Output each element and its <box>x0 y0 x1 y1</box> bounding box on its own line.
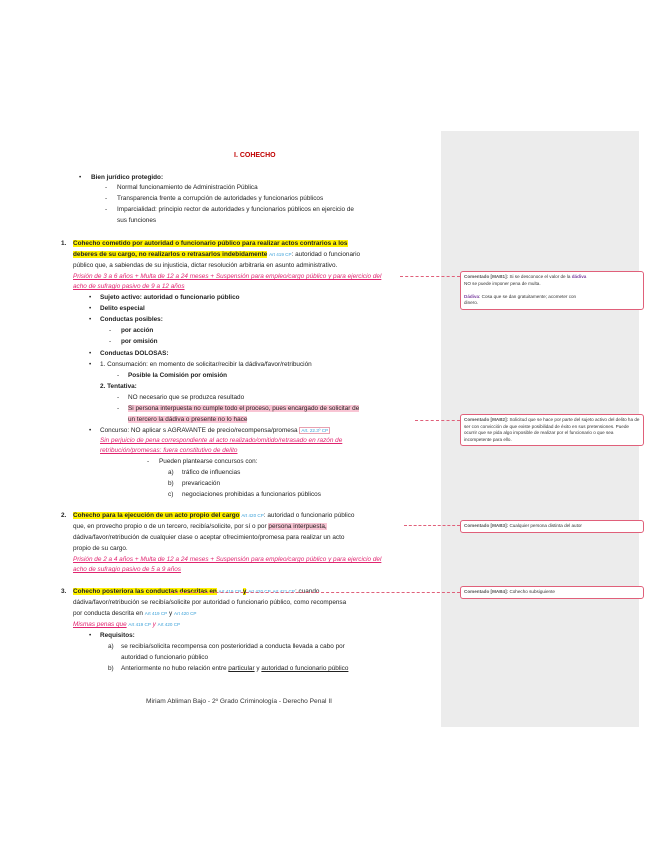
paragraph: propio de su cargo. <box>73 545 128 552</box>
list-item: tráfico de influencias <box>182 469 241 476</box>
list-item: se recibía/solicita recompensa con posterioridad a conducta llevada a cabo por <box>121 643 345 650</box>
list-item: NO necesario que se produzca resultado <box>128 394 245 401</box>
list-item: por omisión <box>121 338 158 345</box>
list-item: Concurso: NO aplicar s AGRAVANTE de precio/recompensa/promesa Art. 22.3º CP <box>100 427 329 434</box>
list-item: Si persona interpuesta no cumple todo el proceso, pues encargado de solicitar de <box>128 405 360 412</box>
note-text: Mismas penas que Art 419 CP y Art 420 CP <box>73 621 181 628</box>
note-text: retribución/promesas: fuera constitutivo de delito <box>100 447 238 454</box>
list-item: Requisitos: <box>100 632 135 639</box>
list-item: Conductas DOLOSAS: <box>100 350 169 357</box>
penalty-text: Prisión de 3 a 6 años + Multa de 12 a 24 meses + Suspensión para empleo/cargo público y para ejercicio del <box>73 273 382 280</box>
comment-connector <box>415 420 460 421</box>
paragraph: por conducta descrita en Art 419 CP y Art 420 CP <box>73 610 197 617</box>
section-number: 3. <box>61 588 67 595</box>
list-item: 2. Tentativa: <box>100 383 137 390</box>
comment-box[interactable]: Comentado [MAB2]: Solicitud que se hace por parte del sujeto activo del delito ha de ser con convicción de que existe posibilidad de éxito en sus pretensiones. Puede ocurrir que se pida algo imposible de realizar por el funcionario o que sea incompetente para ello. <box>460 414 644 446</box>
comment-connector <box>170 592 460 593</box>
comment-box[interactable]: Comentado [MAB1]: Si se desconoce el valor de la dádiva NO se puede imponer pena de multa. Dádiva: Cosa que se dan gratuitamente; acometer con dinero. <box>460 271 644 310</box>
paragraph: que, en provecho propio o de un tercero, recibía/solicite, por sí o por persona interpuesta, <box>73 523 327 530</box>
paragraph: dádiva/favor/retribución se recibía/solicite por autoridad o funcionario público, como recompensa <box>73 599 347 606</box>
section-heading: deberes de su cargo, no realizarlos o retrasarlos indebidamente Art 419 CP: autoridad o funcionario <box>73 251 361 258</box>
paragraph: dádiva/favor/retribución de cualquier clase o aceptar ofrecimiento/promesa para realizar un acto <box>73 534 345 541</box>
comment-box[interactable]: Comentado [MAB3]: Cualquier persona distinta del autor <box>460 520 644 533</box>
note-text: Sin perjuicio de pena correspondiente al acto realizado/omitido/retrasado en razón de <box>100 437 343 444</box>
penalty-text: acho de sufragio pasivo de 5 a 9 años <box>73 566 182 573</box>
list-item: 1. Consumación: en momento de solicitar/recibir la dádiva/favor/retribución <box>100 361 312 368</box>
comment-connector <box>400 276 460 277</box>
section-number: 1. <box>61 240 67 247</box>
list-item: por acción <box>121 327 154 334</box>
comment-connector <box>404 525 460 526</box>
list-item: Sujeto activo: autoridad o funcionario público <box>100 294 240 301</box>
page-footer: Miriam Abliman Bajo - 2º Grado Criminología - Derecho Penal II <box>146 698 333 705</box>
comment-box[interactable]: Comentado [MAB4]: Cohecho subsiguiente <box>460 586 644 599</box>
section-heading: Cohecho para la ejecución de un acto propio del cargo Art 420 CP: autoridad o funcionario público <box>73 512 355 519</box>
bullet: • <box>79 174 82 181</box>
list-item: un tercero la dádiva o presente no lo hace <box>128 416 248 423</box>
list-item: Posible la Comisión por omisión <box>128 372 228 379</box>
section-number: 2. <box>61 512 67 519</box>
list-item: Pueden plantearse concursos con: <box>159 458 258 465</box>
list-item: prevaricación <box>182 480 221 487</box>
penalty-text: acho de sufragio pasivo de 9 a 12 años <box>73 283 185 290</box>
bien-label: Bien jurídico protegido: <box>91 174 164 181</box>
bien-item: sus funciones <box>117 217 157 224</box>
bien-item: Transparencia frente a corrupción de autoridades y funcionarios públicos <box>117 195 324 202</box>
bien-item: Imparcialidad: principio rector de autoridades y funcionarios públicos en ejercicio de <box>117 206 354 213</box>
page-title: I. COHECHO <box>234 152 276 159</box>
section-heading: Cohecho cometido por autoridad o funcionario público para realizar actos contrarios a los <box>73 240 348 247</box>
list-item: Anteriormente no hubo relación entre particular y autoridad o funcionario público <box>121 665 349 672</box>
bien-item: Normal funcionamiento de Administración Pública <box>117 184 258 191</box>
list-item: negociaciones prohibidas a funcionarios públicos <box>182 491 321 498</box>
paragraph: público que, a sabiendas de su injusticia, dictar resolución arbitraria en asunto administrativo. <box>73 262 338 269</box>
list-item: Delito especial <box>100 305 145 312</box>
section-heading: Cohecho posteriora las conductas descritas en Art 419 CP y Art 420 CP Art 421 CP: cuando <box>73 588 320 595</box>
list-item: Conductas posibles: <box>100 316 163 323</box>
penalty-text: Prisión de 2 a 4 años + Multa de 12 a 24 meses + Suspensión para empleo/cargo público y para ejercicio del <box>73 556 382 563</box>
list-item: autoridad o funcionario público <box>121 654 209 661</box>
